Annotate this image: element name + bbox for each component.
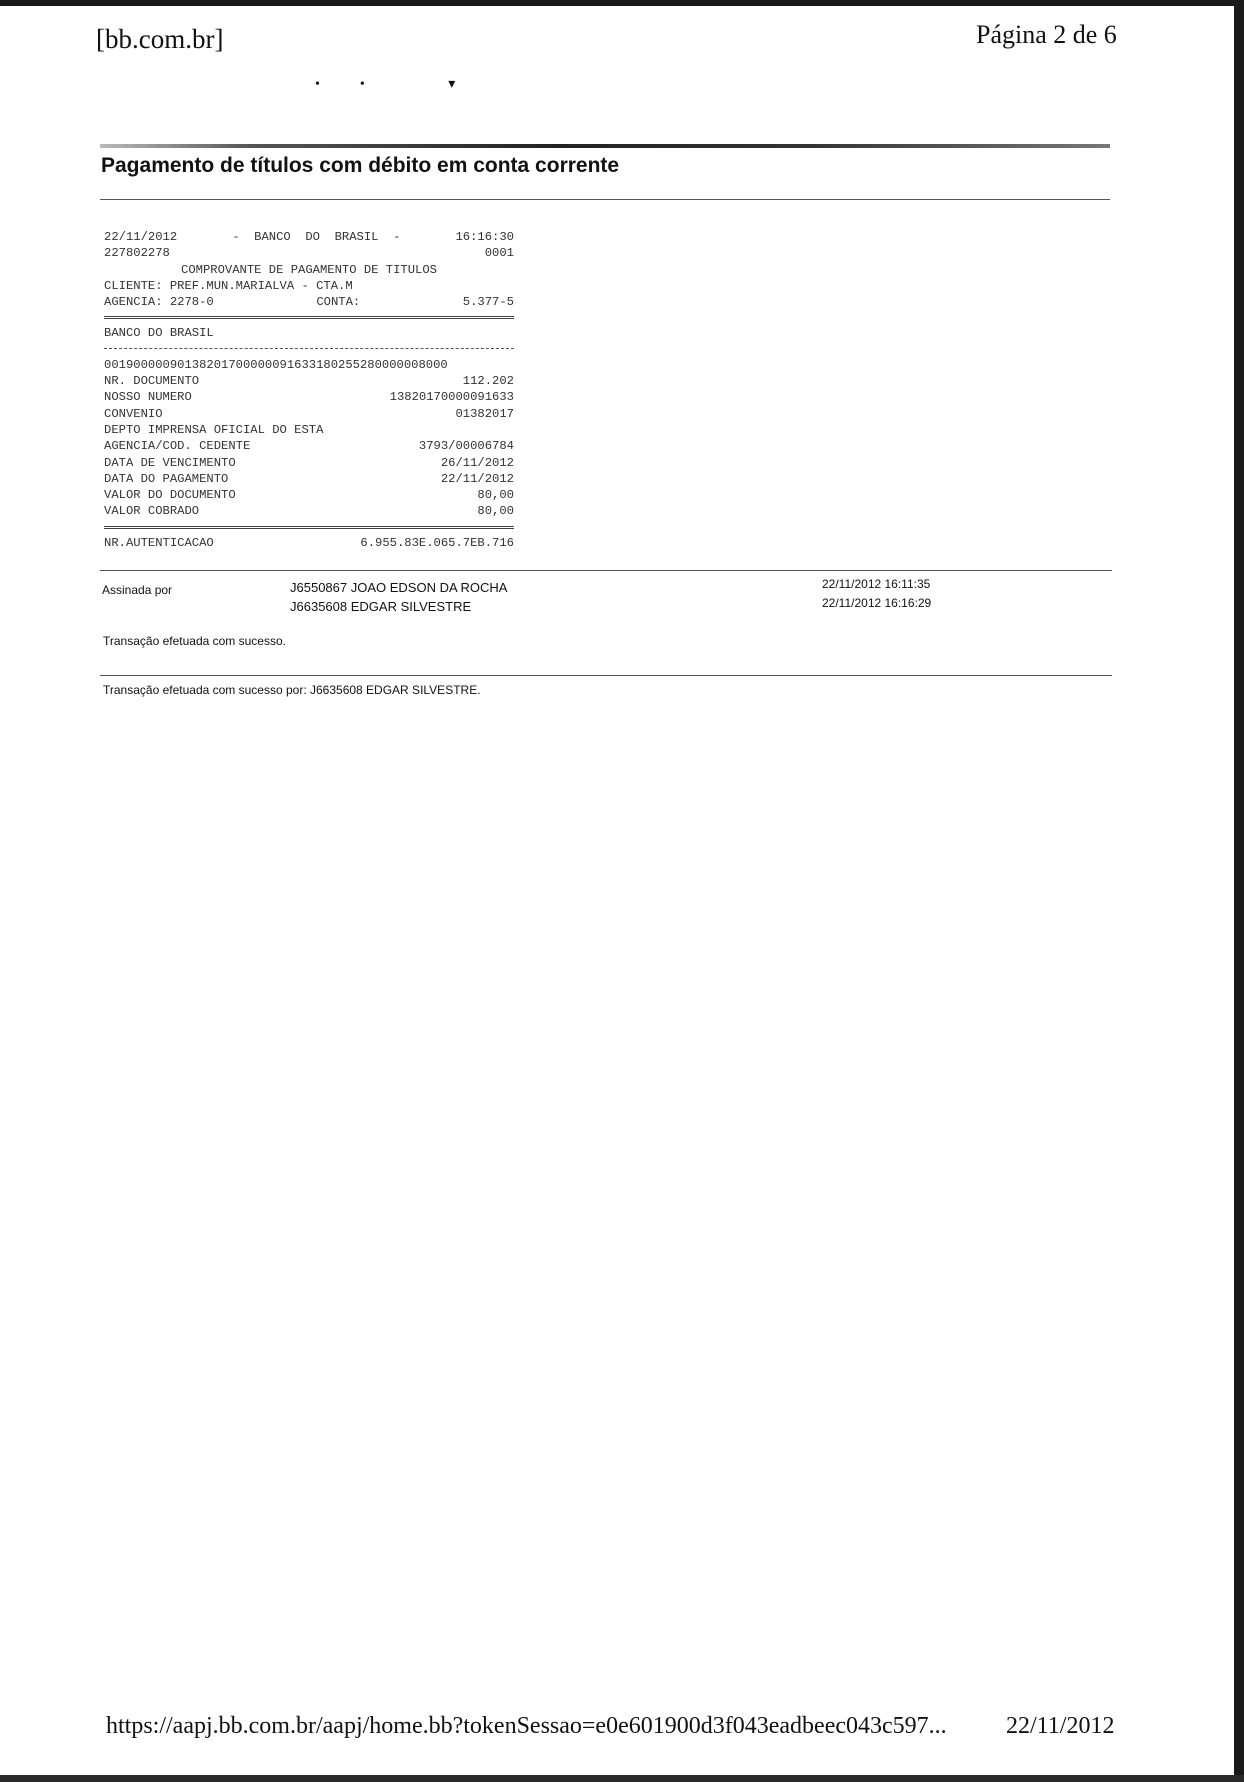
title-divider (100, 199, 1110, 200)
receipt-barcode: 00190000090138201700000091633180255280000008000 (104, 357, 448, 372)
field-label: CONVENIO (104, 406, 163, 421)
title-top-bar (100, 144, 1110, 148)
receipt-beneficiary: DEPTO IMPRENSA OFICIAL DO ESTA (104, 422, 324, 437)
header-site: [bb.com.br] (96, 24, 224, 54)
auth-label: NR.AUTENTICACAO (104, 535, 214, 550)
receipt-field (104, 373, 514, 389)
field-value: 80,00 (477, 504, 514, 519)
scan-specks: •• ▾ (315, 77, 496, 92)
receipt-cliente: CLIENTE: PREF.MUN.MARIALVA - CTA.M (104, 278, 353, 293)
field-value: 01382017 (455, 406, 514, 421)
field-label: NR. DOCUMENTO (104, 374, 200, 389)
field-value: 112.202 (462, 374, 514, 389)
scan-border-top (0, 0, 1244, 6)
field-label: AGENCIA/COD. CEDENTE (104, 439, 251, 454)
receipt-field (104, 471, 514, 487)
signer-name: J6635608 EDGAR SILVESTRE (290, 599, 472, 614)
field-value: 3793/00006784 (418, 439, 514, 454)
receipt-field (104, 455, 514, 471)
scan-border-right (1234, 0, 1244, 1782)
footer-date: 22/11/2012 (1006, 1713, 1115, 1739)
receipt-seq: 0001 (484, 246, 514, 261)
receipt-ref: 227802278 (104, 246, 170, 261)
signed-by-label: Assinada por (102, 583, 173, 597)
receipt-field (104, 503, 514, 519)
field-label: VALOR DO DOCUMENTO (104, 488, 236, 503)
receipt-auth-row (104, 535, 514, 551)
receipt-field (104, 406, 514, 422)
field-label: NOSSO NUMERO (104, 390, 192, 405)
receipt-agencia-row (104, 294, 514, 310)
field-value: 26/11/2012 (440, 455, 514, 470)
receipt-bank: - BANCO DO BRASIL - (232, 230, 401, 244)
status-divider (100, 675, 1112, 676)
receipt-date: 22/11/2012 (104, 230, 178, 244)
receipt-field (104, 438, 514, 454)
field-value: 80,00 (477, 488, 514, 503)
footer-url: https://aapj.bb.com.br/aapj/home.bb?tokenSessao=e0e601900d3f043eadbeec043c597... (106, 1713, 947, 1739)
header-page-number: Página 2 de 6 (976, 20, 1117, 49)
receipt-time: 16:16:30 (455, 230, 514, 244)
signer-name: J6550867 JOAO EDSON DA ROCHA (290, 580, 508, 595)
field-label: DATA DO PAGAMENTO (104, 471, 229, 486)
receipt-double-rule (104, 526, 514, 529)
status-message: Transação efetuada com sucesso. (103, 634, 286, 648)
scan-border-bottom (0, 1775, 1244, 1782)
receipt-heading: COMPROVANTE DE PAGAMENTO DE TITULOS (181, 262, 437, 277)
field-value: 22/11/2012 (440, 471, 514, 486)
signer-datetime: 22/11/2012 16:11:35 (822, 577, 931, 591)
receipt-double-rule (104, 316, 514, 319)
receipt-field (104, 487, 514, 503)
signer-datetime: 22/11/2012 16:16:29 (822, 596, 932, 610)
page-title: Pagamento de títulos com débito em conta corrente (101, 154, 620, 177)
receipt-agencia: AGENCIA: 2278-0 (104, 295, 214, 310)
field-label: DATA DE VENCIMENTO (104, 455, 236, 470)
receipt-conta: 5.377-5 (462, 295, 514, 310)
receipt-field (104, 389, 514, 405)
receipt-dashed-rule (104, 348, 514, 349)
receipt-line-2 (104, 245, 514, 261)
field-value: 13820170000091633 (389, 390, 514, 405)
status-by-message: Transação efetuada com sucesso por: J6635608 EDGAR SILVESTRE. (103, 683, 481, 697)
receipt-line-1 (104, 229, 514, 245)
auth-value: 6.955.83E.065.7EB.716 (360, 535, 514, 550)
payment-receipt (104, 229, 514, 551)
field-label: VALOR COBRADO (104, 504, 200, 519)
receipt-conta-label: CONTA: (316, 295, 361, 310)
receipt-bank-name: BANCO DO BRASIL (104, 326, 214, 341)
signatures-divider (100, 570, 1112, 571)
